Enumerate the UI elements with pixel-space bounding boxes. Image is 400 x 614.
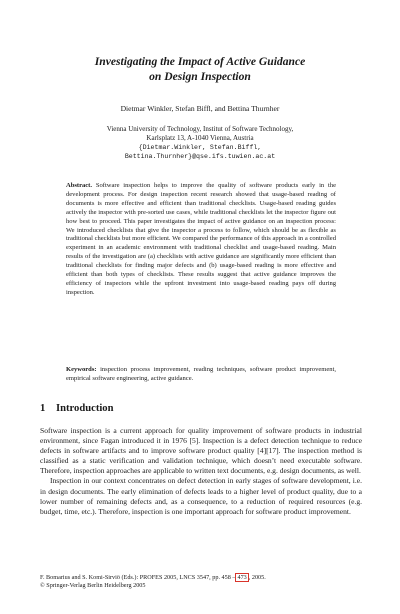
body-paragraph-1: Software inspection is a current approach for quality improvement of software products in industrial environment, since Fagan introduced it in 1976 [5]. Inspection is a defect detection technique to reduce defects in software artifacts and to improve software product quality [4][17]. The inspection method is classified as a static verification and validation technique, which doesn’t need executable software. Therefore, inspection approaches are applicable to written text documents, e.g. design documents, as well. [40,426,362,476]
keywords-label: Keywords: [66,366,97,373]
page-range-link[interactable]: 473 [237,574,247,581]
copyright-line: © Springer-Verlag Berlin Heidelberg 2005 [40,582,146,590]
email-line-2: Bettina.Thurnher}@qse.ifs.tuwien.ac.at [124,153,276,160]
section-heading [40,402,114,415]
email-line-1: {Dietmar.Winkler, Stefan.Biffl, [138,144,262,151]
abstract-label: Abstract. [66,182,92,189]
paper-title [40,54,360,84]
title-line-2: on Design Inspection [149,70,251,83]
citation-line [40,574,362,582]
abstract-text: Software inspection helps to improve the quality of software products early in the development process. For design inspection recent research showed that usage-based reading of documents is more effective and efficient than traditional checklists. Usage-based reading guides actively the inspector with pre-sorted use cases, while traditional checklists let the inspector figure out how best to proceed. This paper investigates the impact of active guidance on an inspection process: We introduced checklists that give the inspector a process to follow, which should be as flexible as traditional checklists but more efficient. We compared the performance of this approach in a controlled experiment in an academic environment with traditional checklist and usage-based reading. Main results of the investigation are (a) checklists with active guidance are significantly more efficient than traditional checklists for finding major defects and (b) usage-based reading is more effective and efficient than both types of checklists. These results suggest that active guidance improves the efficiency of inspectors while the upfront investment into usage-based reading pays off during inspection. [66,182,337,296]
page-footer [40,574,362,591]
title-line-1: Investigating the Impact of Active Guidance [94,55,306,68]
citation-prefix: F. Bomarius and S. Komi-Sirviö (Eds.): PROFES 2005, LNCS 3547, pp. 458 – [40,574,236,581]
affiliation-line-1: Vienna University of Technology, Institut of Software Technology, [106,125,294,133]
section-title: Introduction [56,403,114,414]
keywords-paragraph [66,366,336,384]
keywords-text: inspection process improvement, reading techniques, software product improvement, empirical software engineering, active guidance. [66,366,336,382]
body-paragraph-2: Inspection in our context concentrates on defect detection in early stages of software development, i.e. in design documents. The early elimination of defects leads to a higher level of product quality, due to a lower number of remaining defects and, as a consequence, to a reduction of required resources (e.g. budget, time, etc.). Therefore, inspection is one important approach for software product improvement. [40,476,362,516]
author-list: Dietmar Winkler, Stefan Biffl, and Bettina Thurnher [120,104,280,113]
section-number: 1 [40,403,46,414]
citation-suffix: , 2005. [248,574,266,581]
section-body [40,426,362,517]
abstract-paragraph [66,182,336,298]
affiliation-line-2: Karlsplatz 13, A-1040 Vienna, Austria [146,134,254,142]
affiliation-block [40,125,360,161]
